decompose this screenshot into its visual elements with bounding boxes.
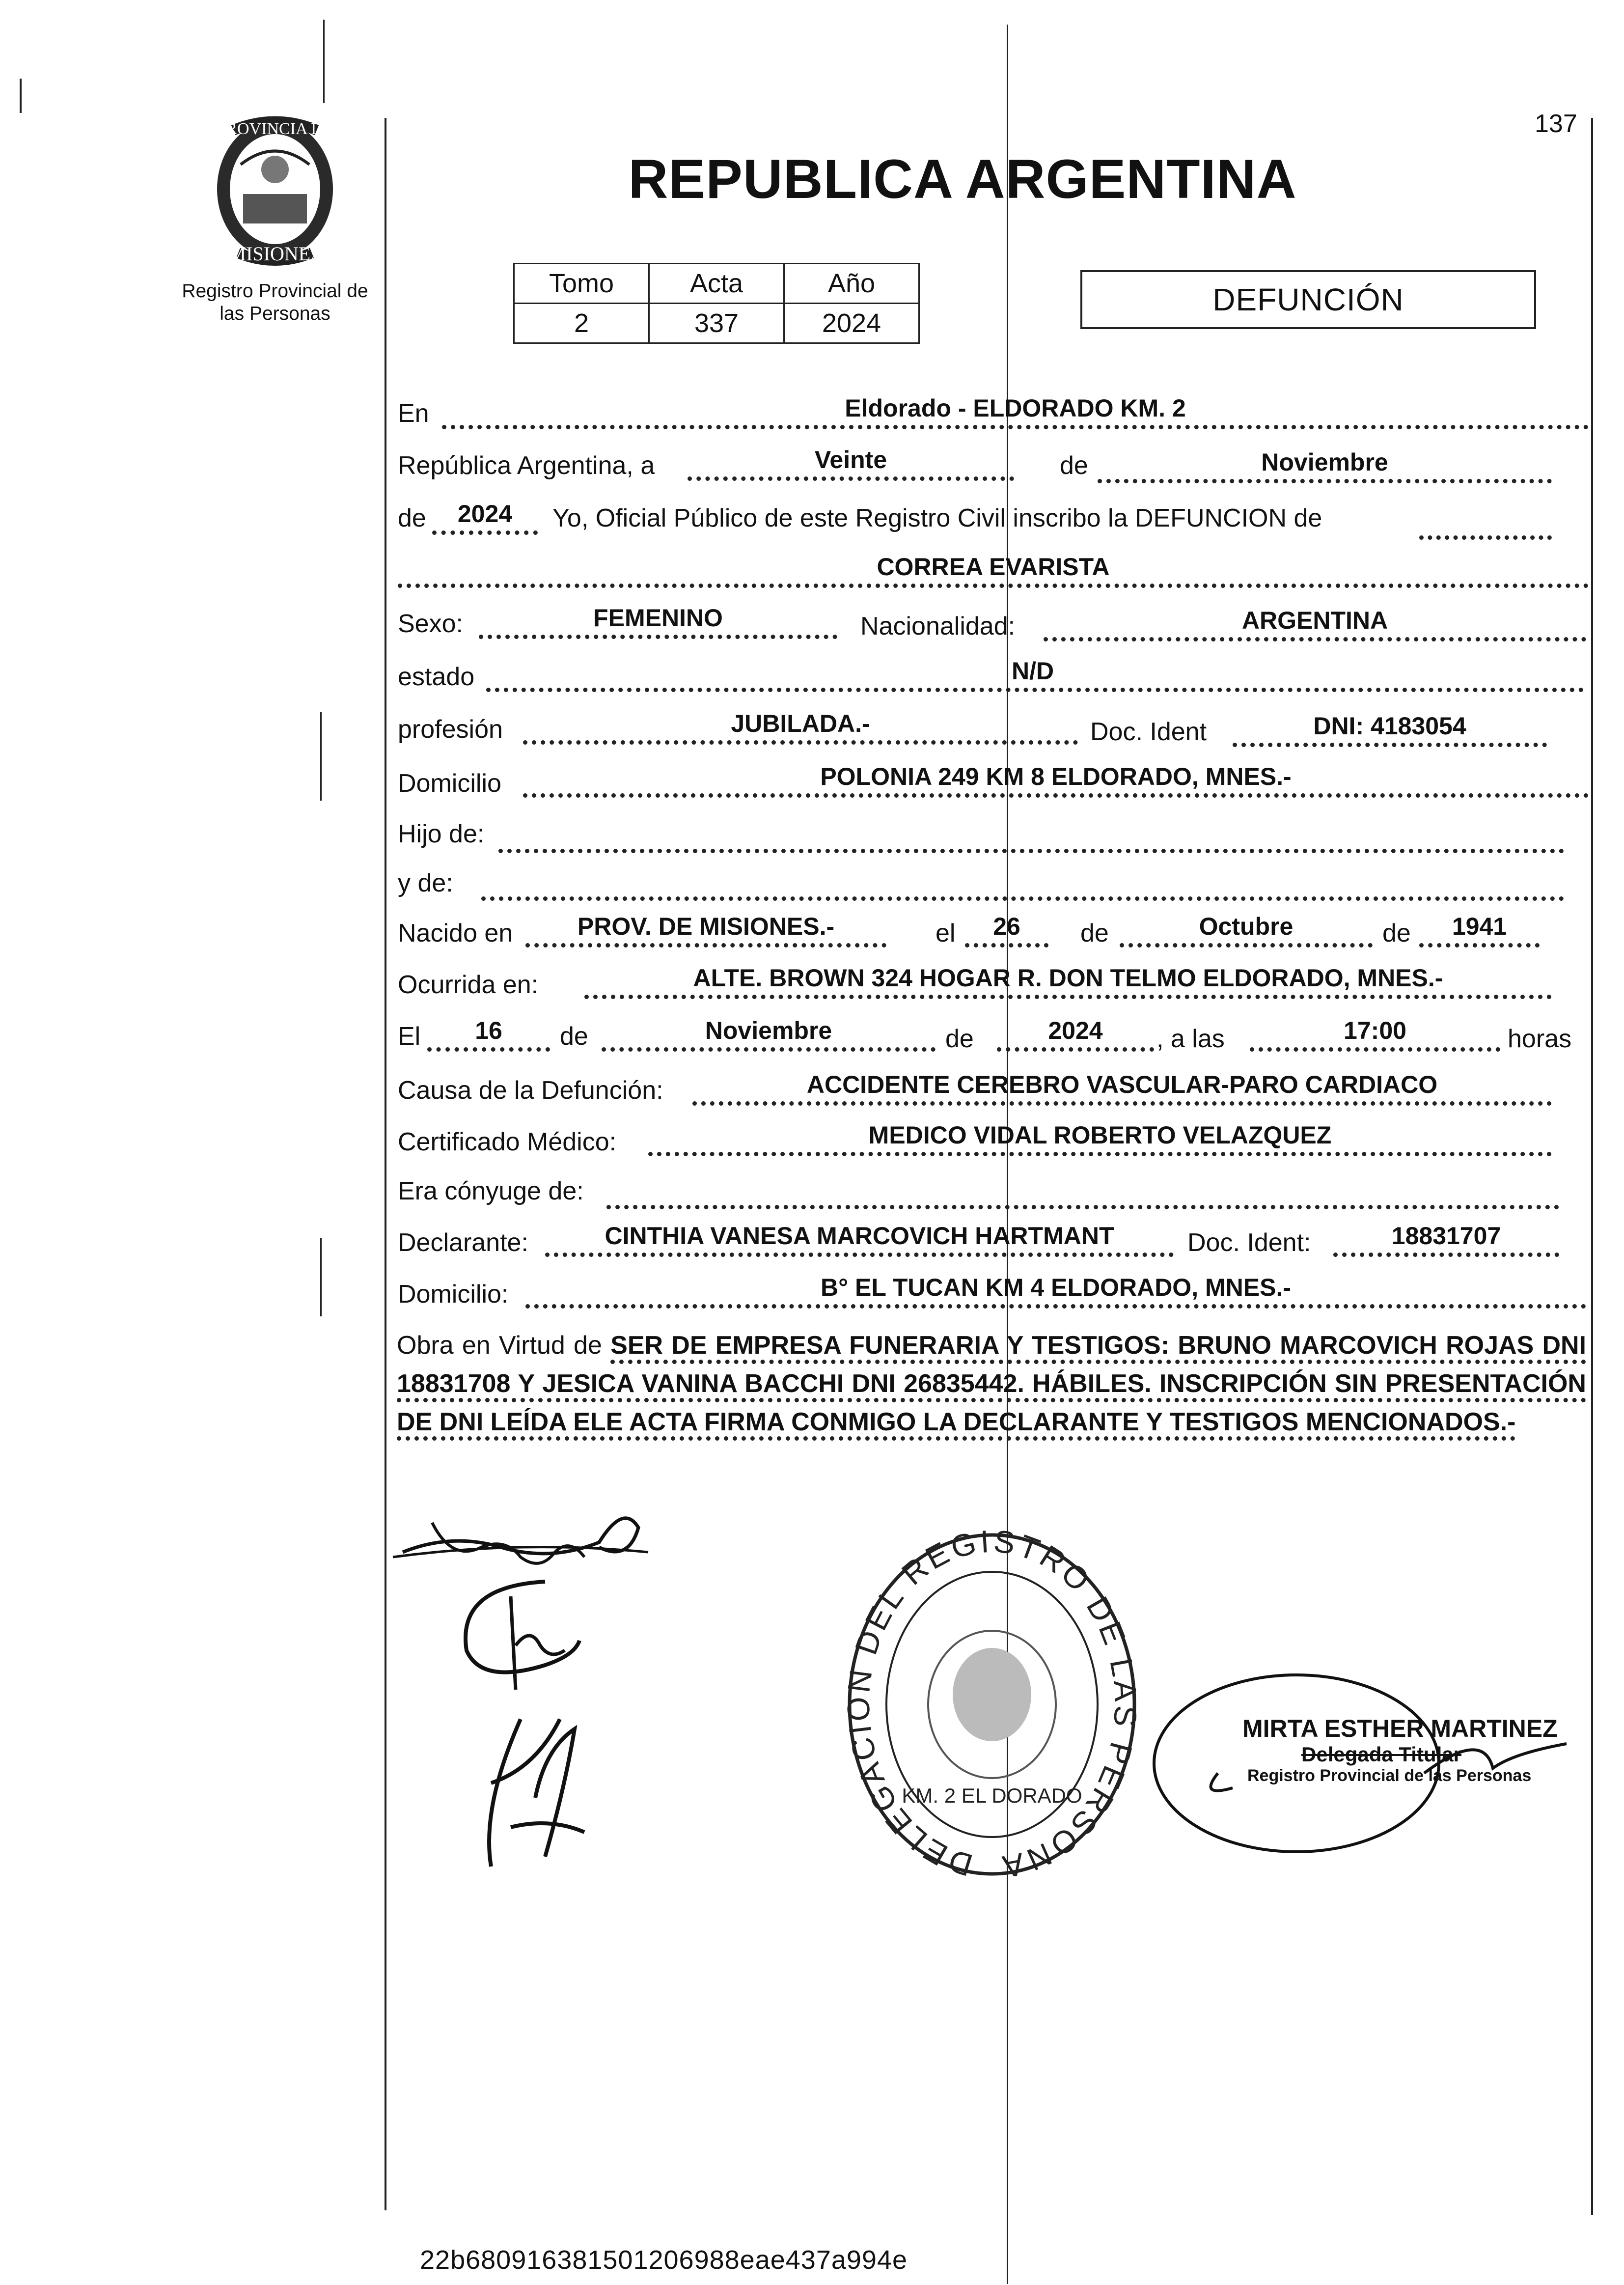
- scan-edge-line: [323, 20, 325, 103]
- svg-text:PROVINCIA DE: PROVINCIA DE: [217, 120, 333, 138]
- signature-3: [462, 1709, 599, 1876]
- document-hash: 22b680916381501206988eae437a994e: [420, 2245, 908, 2275]
- a-las-label: , a las: [1156, 1025, 1225, 1053]
- province-emblem: [194, 111, 356, 273]
- obra-paragraph: [397, 1326, 1586, 1441]
- official-stamp: [832, 1499, 1144, 1886]
- birth-year-field: 1941: [1419, 914, 1540, 947]
- declarante-doc-field: 18831707: [1333, 1223, 1559, 1257]
- death-month-field: Noviembre: [602, 1018, 936, 1052]
- obra-label: Obra en Virtud de: [397, 1331, 602, 1360]
- estado-label: estado: [398, 663, 475, 691]
- el-label: el: [936, 919, 956, 947]
- ref-header-acta: Acta: [649, 264, 784, 304]
- de-label-6: de: [945, 1025, 974, 1053]
- month-field: Noviembre: [1098, 449, 1552, 483]
- sexo-label: Sexo:: [398, 610, 463, 638]
- officer-stamp: [1242, 1714, 1558, 1785]
- reference-table: [513, 263, 920, 344]
- nacionalidad-field: ARGENTINA: [1044, 608, 1586, 641]
- doc-ident-field: DNI: 4183054: [1233, 713, 1547, 747]
- de-label-3: de: [1080, 919, 1109, 947]
- scan-edge-line: [320, 1238, 322, 1316]
- de-label-4: de: [1382, 919, 1411, 947]
- inscribe-text: Yo, Oficial Público de este Registro Civil inscribo la DEFUNCION de: [552, 504, 1322, 532]
- reference-table-header-row: [514, 264, 919, 304]
- death-time-field: 17:00: [1250, 1018, 1500, 1052]
- inscribe-tail-field: [1419, 506, 1552, 540]
- svg-text:MISIONES: MISIONES: [228, 243, 322, 265]
- ref-value-acta: 337: [649, 304, 784, 343]
- document-type-box: DEFUNCIÓN: [1080, 270, 1536, 329]
- scan-edge-line: [320, 712, 322, 801]
- registry-label: [147, 280, 403, 325]
- de-label-5: de: [560, 1022, 588, 1051]
- en-label: En: [398, 399, 429, 428]
- reference-table-value-row: [514, 304, 919, 343]
- day-words-field: Veinte: [688, 447, 1014, 481]
- domicilio-2-label: Domicilio:: [398, 1280, 509, 1309]
- ref-header-anio: Año: [784, 264, 919, 304]
- declarante-label: Declarante:: [398, 1228, 528, 1257]
- right-margin-line: [1591, 118, 1593, 2215]
- officer-name: MIRTA ESTHER MARTINEZ: [1242, 1715, 1558, 1742]
- certificado-field: MEDICO VIDAL ROBERTO VELAZQUEZ: [648, 1122, 1552, 1156]
- republica-label: República Argentina, a: [398, 451, 655, 480]
- sexo-field: FEMENINO: [479, 605, 837, 639]
- birth-month-field: Octubre: [1120, 914, 1373, 947]
- page-number: 137: [1535, 110, 1577, 138]
- declarante-field: CINTHIA VANESA MARCOVICH HARTMANT: [545, 1223, 1174, 1257]
- death-year-field: 2024: [997, 1018, 1154, 1052]
- registry-label-line2: las Personas: [220, 303, 330, 324]
- stamp-ring-text: DELEGACION DEL REGISTRO DE LAS PERSONAS: [832, 1499, 1144, 1886]
- de-label: de: [1060, 451, 1088, 480]
- doc-ident-2-label: Doc. Ident:: [1187, 1228, 1311, 1257]
- de-label-2: de: [398, 504, 426, 532]
- causa-field: ACCIDENTE CEREBRO VASCULAR-PARO CARDIACO: [692, 1072, 1552, 1106]
- profesion-label: profesión: [398, 715, 503, 744]
- profesion-field: JUBILADA.-: [523, 711, 1078, 745]
- hijo-de-field: [498, 819, 1564, 853]
- nacido-en-field: PROV. DE MISIONES.-: [525, 914, 886, 947]
- certificado-label: Certificado Médico:: [398, 1128, 617, 1156]
- domicilio-label: Domicilio: [398, 769, 501, 798]
- hijo-de-label: Hijo de:: [398, 820, 485, 848]
- nacido-label: Nacido en: [398, 919, 513, 947]
- year-field: 2024: [432, 501, 538, 535]
- officer-office: Registro Provincial de las Personas: [1247, 1766, 1532, 1785]
- left-margin-line: [385, 118, 386, 2210]
- birth-day-field: 26: [965, 914, 1048, 947]
- conyuge-label: Era cónyuge de:: [398, 1177, 584, 1205]
- place-field: Eldorado - ELDORADO KM. 2: [442, 395, 1589, 429]
- nacionalidad-label: Nacionalidad:: [860, 612, 1016, 641]
- ref-header-tomo: Tomo: [514, 264, 649, 304]
- horas-label: horas: [1508, 1025, 1572, 1053]
- y-de-label: y de:: [398, 869, 453, 897]
- death-day-field: 16: [427, 1018, 550, 1052]
- scan-edge-line: [20, 79, 22, 113]
- domicilio-field: POLONIA 249 KM 8 ELDORADO, MNES.-: [523, 764, 1589, 798]
- ocurrida-label: Ocurrida en:: [398, 971, 539, 999]
- signature-2: [447, 1567, 604, 1695]
- registry-label-line1: Registro Provincial de: [182, 280, 368, 302]
- y-de-field: [481, 867, 1564, 901]
- declarante-domicilio-field: B° EL TUCAN KM 4 ELDORADO, MNES.-: [525, 1275, 1586, 1309]
- estado-field: N/D: [486, 658, 1584, 692]
- conyuge-field: [606, 1175, 1559, 1209]
- el-cap-label: El: [398, 1022, 421, 1051]
- ref-value-tomo: 2: [514, 304, 649, 343]
- deceased-name-field: CORREA EVARISTA: [398, 554, 1589, 588]
- ref-value-anio: 2024: [784, 304, 919, 343]
- doc-ident-label: Doc. Ident: [1090, 718, 1207, 746]
- causa-label: Causa de la Defunción:: [398, 1076, 663, 1105]
- ocurrida-en-field: ALTE. BROWN 324 HOGAR R. DON TELMO ELDORADO, MNES.-: [584, 965, 1552, 999]
- obra-text: SER DE EMPRESA FUNERARIA Y TESTIGOS: BRUNO MARCOVICH ROJAS DNI 18831708 Y JESICA VANINA BACCHI DNI 26835442. HÁBILES. INSCRIPCIÓN SIN PRESENTACIÓN DE DNI LEÍDA ELE ACTA FIRMA CONMIGO LA DECLARANTE Y TESTIGOS MENCIONADOS.-: [397, 1331, 1586, 1441]
- page-title: REPUBLICA ARGENTINA: [628, 148, 1297, 210]
- stamp-bottom-text: KM. 2 EL DORADO: [902, 1784, 1082, 1807]
- officer-title: Delegada Titular: [1301, 1743, 1461, 1766]
